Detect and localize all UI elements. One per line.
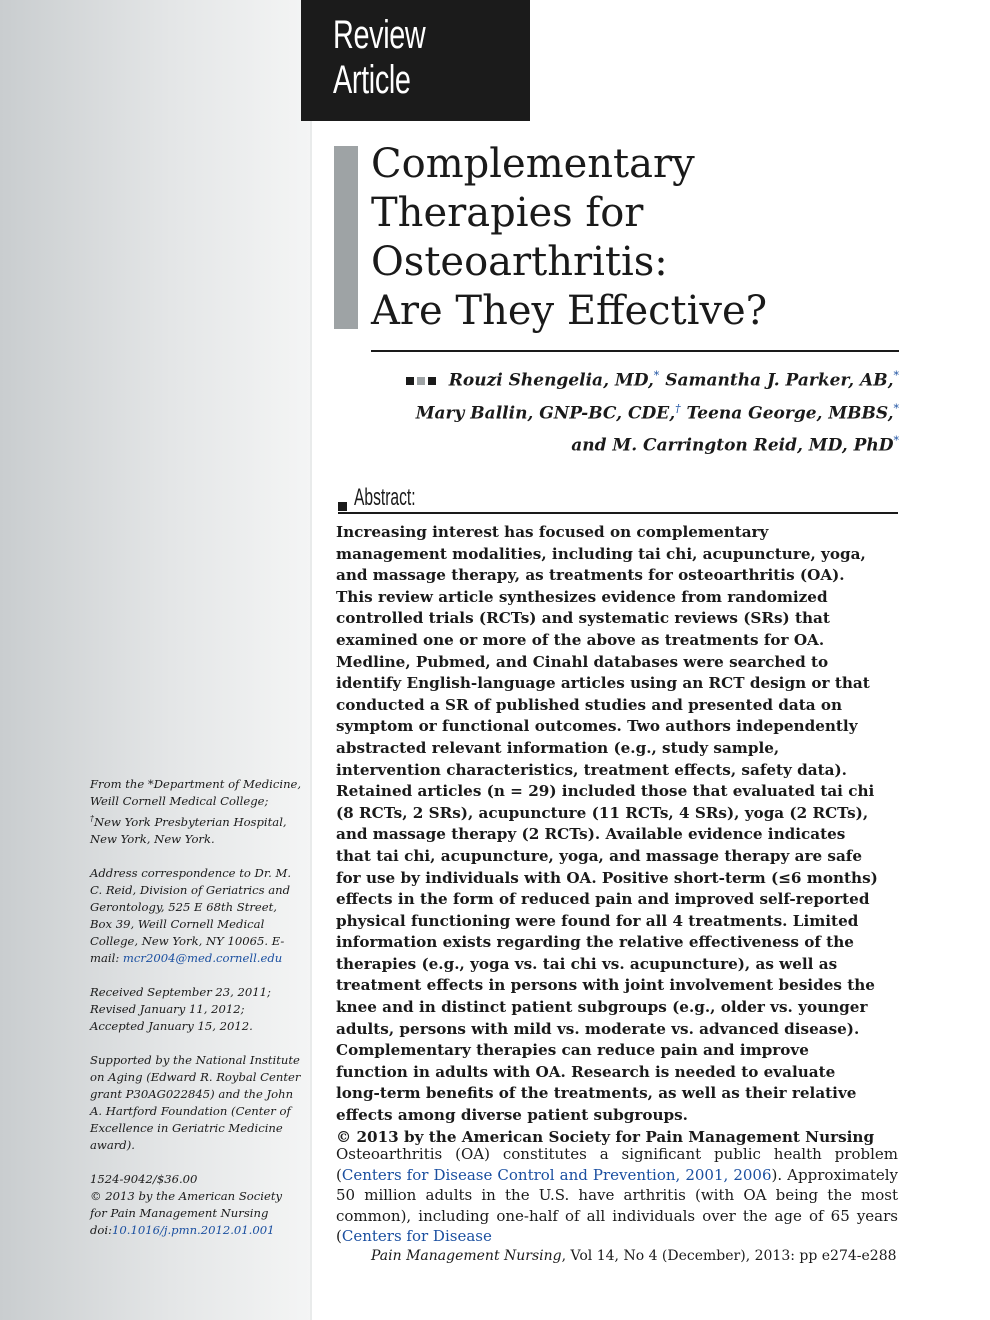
author-reid: and M. Carrington Reid, MD, PhD: [571, 435, 894, 456]
affiliation-text-a: From the *Department of Medicine, Weill Cornell Medical College;: [90, 777, 302, 808]
received-date: Received September 23, 2011;: [90, 984, 271, 999]
journal-name: Pain Management Nursing: [371, 1248, 562, 1264]
article-title: [371, 140, 891, 336]
abstract-copyright: © 2013 by the American Society for Pain Management Nursing: [336, 1127, 875, 1146]
correspondence-note: [90, 865, 302, 967]
author-george: Teena George, MBBS,: [680, 403, 894, 424]
affiliation-mark[interactable]: *: [893, 434, 899, 448]
page-footer: [371, 1248, 897, 1264]
abstract-text: Increasing interest has focused on complementary management modalities, including tai chi, acupuncture, yoga, and massage therapy, as treatments for osteoarthritis (OA). This review article synthesizes evidence from randomized controlled trials (RCTs) and systematic reviews (SRs) that examined one or more of the above as treatments for OA. Medline, Pubmed, and Cinahl databases were searched to identify English-language articles using an RCT design or that conducted a SR of published studies and presented data on symptom or functional outcomes. Two authors independently abstracted relevant information (e.g., study sample, intervention characteristics, treatment effects, safety data). Retained articles (n = 29) included those that evaluated tai chi (8 RCTs, 2 SRs), acupuncture (11 RCTs, 4 SRs), yoga (2 RCTs), and massage therapy (2 RCTs). Available evidence indicates that tai chi, acupuncture, yoga, and massage therapy are safe for use by individuals with OA. Positive short-term (≤6 months) effects in the form of reduced pain and improved self-reported physical functioning were found for all 4 treatments. Limited information exists regarding the relative effectiveness of the therapies (e.g., yoga vs. tai chi vs. acupuncture), as well as treatment effects in persons with joint involvement besides the knee and in distinct patient subgroups (e.g., older vs. younger adults, persons with mild vs. moderate vs. advanced disease). Complementary therapies can reduce pain and improve function in adults with OA. Research is needed to evaluate long-term benefits of the treatments, as well as their relative effects among diverse patient subgroups.: [336, 523, 878, 1125]
sidebar-edge: [310, 0, 312, 1320]
revised-date: Revised January 11, 2012;: [90, 1001, 245, 1016]
issn-text: 1524-9042/$36.00: [90, 1171, 198, 1186]
doi-link[interactable]: 10.1016/j.pmn.2012.01.001: [112, 1222, 275, 1237]
affiliation-text-b: New York Presbyterian Hospital, New York, New York.: [90, 814, 287, 846]
title-line-2: Therapies for: [371, 190, 644, 236]
title-line-1: Complementary: [371, 141, 695, 187]
accepted-date: Accepted January 15, 2012.: [90, 1018, 253, 1033]
title-line-4: Are They Effective?: [371, 288, 768, 334]
email-link[interactable]: mcr2004@med.cornell.edu: [122, 950, 283, 965]
abstract-heading-text: Abstract:: [354, 484, 416, 511]
author-line-1: [371, 362, 899, 395]
author-shengelia: Rouzi Shengelia, MD,: [448, 370, 654, 391]
affiliation-mark[interactable]: *: [653, 369, 660, 382]
abstract-heading: [338, 484, 898, 514]
doi-prefix: doi:: [90, 1222, 113, 1237]
author-ballin: Mary Ballin, GNP-BC, CDE,: [415, 403, 676, 424]
sidebar-copyright: © 2013 by the American Society for Pain Management Nursing: [90, 1188, 283, 1220]
publication-note: [90, 1171, 302, 1239]
article-type-badge: [301, 0, 530, 121]
journal-details: , Vol 14, No 4 (December), 2013: pp e274-e288: [561, 1248, 897, 1264]
citation-link[interactable]: Centers for Disease: [341, 1227, 492, 1245]
author-parker: Samantha J. Parker, AB,: [659, 370, 894, 391]
affiliation-mark[interactable]: *: [893, 369, 899, 382]
abstract-heading-label: [354, 484, 449, 512]
affiliation-note: [90, 776, 302, 848]
decorative-squares-icon: [406, 368, 439, 395]
intro-text-1: Osteoarthritis (OA) constitutes a significant public health problem (: [336, 1145, 898, 1184]
citation-link[interactable]: Centers for Disease Control and Prevention, 2001, 2006: [341, 1165, 772, 1184]
author-line-2: [371, 395, 899, 428]
side-notes: [90, 776, 302, 1256]
dates-note: [90, 984, 302, 1035]
address-text: Address correspondence to Dr. M. C. Reid, Division of Geriatrics and Gerontology, 525 E 68th Street, Box 39, Weill Cornell Medical College, New York, NY 10065. E-mail:: [90, 865, 292, 965]
title-rule: [371, 350, 899, 352]
author-line-3: [371, 427, 899, 460]
funding-note: Supported by the National Institute on Aging (Edward R. Roybal Center grant P30AG022845) and the John A. Hartford Foundation (Center of Excellence in Geriatric Medicine award).: [90, 1052, 301, 1152]
author-list: [371, 362, 899, 460]
article-type-label: Review Article: [333, 13, 426, 102]
body-text: [336, 1144, 898, 1247]
square-bullet-icon: [338, 502, 347, 511]
affiliation-mark[interactable]: †: [675, 401, 681, 415]
title-line-3: Osteoarthritis:: [371, 239, 668, 285]
intro-text-2: ). Approximately 50 million adults in the U.S. have arthritis (with OA being the most common), including one-half of all individuals over the age of 65 years (: [336, 1165, 898, 1245]
title-accent-bar: [334, 146, 358, 329]
affiliation-mark[interactable]: *: [893, 401, 899, 415]
affiliation-dagger: †: [90, 814, 94, 823]
abstract-rule: [338, 512, 898, 514]
intro-paragraph: [336, 1144, 898, 1247]
abstract-body: [336, 522, 881, 1148]
